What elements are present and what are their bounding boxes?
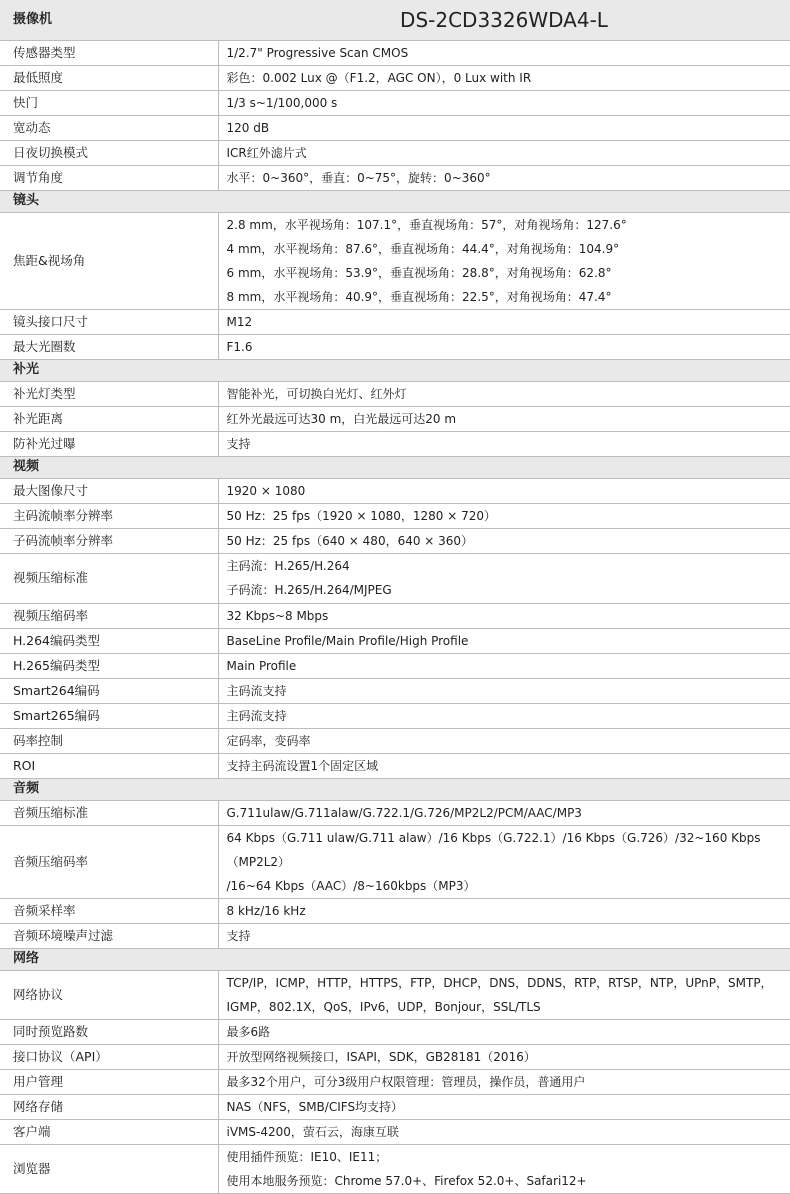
spec-value-line: Main Profile xyxy=(227,654,790,678)
spec-row xyxy=(0,898,790,923)
spec-label: 主码流帧率分辨率 xyxy=(0,503,218,528)
spec-value-line: 主码流：H.265/H.264 xyxy=(227,554,790,578)
spec-label: 音频环境噪声过滤 xyxy=(0,923,218,948)
spec-value-line: 4 mm，水平视场角：87.6°，垂直视场角：44.4°，对角视场角：104.9° xyxy=(227,237,790,261)
spec-row xyxy=(0,334,790,359)
spec-value-line: ICR红外滤片式 xyxy=(227,141,790,165)
spec-value-line: 50 Hz：25 fps（1920 × 1080，1280 × 720） xyxy=(227,504,790,528)
spec-value xyxy=(218,1094,790,1119)
section-row xyxy=(0,456,790,478)
spec-label: 镜头接口尺寸 xyxy=(0,309,218,334)
section-title: 网络 xyxy=(0,948,790,970)
spec-value-line: 1920 × 1080 xyxy=(227,479,790,503)
spec-value-line: 使用本地服务预览：Chrome 57.0+、Firefox 52.0+、Safari12+ xyxy=(227,1169,790,1193)
spec-row xyxy=(0,1069,790,1094)
spec-value-line: 水平：0~360°，垂直：0~75°，旋转：0~360° xyxy=(227,166,790,190)
spec-value-line: 开放型网络视频接口，ISAPI，SDK，GB28181（2016） xyxy=(227,1045,790,1069)
spec-row xyxy=(0,678,790,703)
spec-label: 传感器类型 xyxy=(0,40,218,65)
spec-row xyxy=(0,1044,790,1069)
spec-value xyxy=(218,898,790,923)
spec-label: 子码流帧率分辨率 xyxy=(0,528,218,553)
spec-value-line: 1/2.7" Progressive Scan CMOS xyxy=(227,41,790,65)
spec-row xyxy=(0,923,790,948)
spec-label: 快门 xyxy=(0,90,218,115)
spec-row xyxy=(0,40,790,65)
spec-row xyxy=(0,553,790,603)
spec-row xyxy=(0,65,790,90)
spec-value xyxy=(218,40,790,65)
section-title: 补光 xyxy=(0,359,790,381)
spec-value-line: 主码流支持 xyxy=(227,704,790,728)
spec-label: Smart264编码 xyxy=(0,678,218,703)
spec-value xyxy=(218,800,790,825)
spec-row xyxy=(0,703,790,728)
spec-row xyxy=(0,628,790,653)
spec-value xyxy=(218,1044,790,1069)
spec-value xyxy=(218,728,790,753)
spec-row xyxy=(0,825,790,898)
spec-label: 最大图像尺寸 xyxy=(0,478,218,503)
spec-value xyxy=(218,653,790,678)
section-row xyxy=(0,778,790,800)
spec-row xyxy=(0,165,790,190)
spec-value xyxy=(218,923,790,948)
spec-value xyxy=(218,309,790,334)
spec-value-line: 彩色：0.002 Lux @（F1.2，AGC ON），0 Lux with IR xyxy=(227,66,790,90)
spec-value-line: /16~64 Kbps（AAC）/8~160kbps（MP3） xyxy=(227,874,790,898)
spec-value xyxy=(218,603,790,628)
spec-value xyxy=(218,825,790,898)
section-row xyxy=(0,190,790,212)
spec-label: 网络协议 xyxy=(0,970,218,1019)
spec-value xyxy=(218,1019,790,1044)
spec-row xyxy=(0,1094,790,1119)
spec-value-line: 50 Hz：25 fps（640 × 480，640 × 360） xyxy=(227,529,790,553)
spec-value-line: TCP/IP，ICMP，HTTP，HTTPS，FTP，DHCP，DNS，DDNS，RTP，RTSP，NTP，UPnP，SMTP， xyxy=(227,971,790,995)
spec-value-line: G.711ulaw/G.711alaw/G.722.1/G.726/MP2L2/PCM/AAC/MP3 xyxy=(227,801,790,825)
spec-label: 客户端 xyxy=(0,1119,218,1144)
spec-label: 宽动态 xyxy=(0,115,218,140)
section-title: 镜头 xyxy=(0,190,790,212)
spec-value xyxy=(218,334,790,359)
spec-label: 音频压缩码率 xyxy=(0,825,218,898)
spec-row xyxy=(0,503,790,528)
spec-row xyxy=(0,115,790,140)
spec-value xyxy=(218,703,790,728)
spec-row xyxy=(0,653,790,678)
spec-value xyxy=(218,1119,790,1144)
spec-label: H.264编码类型 xyxy=(0,628,218,653)
spec-value xyxy=(218,165,790,190)
spec-value-line: 6 mm，水平视场角：53.9°，垂直视场角：28.8°，对角视场角：62.8° xyxy=(227,261,790,285)
spec-label: 防补光过曝 xyxy=(0,431,218,456)
spec-row xyxy=(0,603,790,628)
spec-value xyxy=(218,678,790,703)
spec-value-line: 使用插件预览：IE10、IE11； xyxy=(227,1145,790,1169)
spec-label: 接口协议（API） xyxy=(0,1044,218,1069)
spec-label: 音频采样率 xyxy=(0,898,218,923)
spec-value-line: NAS（NFS，SMB/CIFS均支持） xyxy=(227,1095,790,1119)
spec-row xyxy=(0,381,790,406)
spec-value-line: 支持主码流设置1个固定区域 xyxy=(227,754,790,778)
spec-label: 视频压缩标准 xyxy=(0,553,218,603)
spec-value xyxy=(218,970,790,1019)
spec-value xyxy=(218,115,790,140)
spec-row xyxy=(0,309,790,334)
spec-label: 焦距&视场角 xyxy=(0,212,218,309)
spec-label: 日夜切换模式 xyxy=(0,140,218,165)
model-title: DS-2CD3326WDA4-L xyxy=(218,0,790,40)
spec-value-line: 智能补光，可切换白光灯、红外灯 xyxy=(227,382,790,406)
spec-value xyxy=(218,1144,790,1193)
spec-value-line: 主码流支持 xyxy=(227,679,790,703)
spec-value xyxy=(218,140,790,165)
spec-label: 补光距离 xyxy=(0,406,218,431)
spec-value-line: 支持 xyxy=(227,432,790,456)
section-title: 音频 xyxy=(0,778,790,800)
spec-row xyxy=(0,406,790,431)
spec-label: 浏览器 xyxy=(0,1144,218,1193)
spec-value xyxy=(218,503,790,528)
spec-row xyxy=(0,140,790,165)
spec-label: 用户管理 xyxy=(0,1069,218,1094)
spec-value xyxy=(218,65,790,90)
spec-label: Smart265编码 xyxy=(0,703,218,728)
spec-value-line: 8 kHz/16 kHz xyxy=(227,899,790,923)
spec-value-line: 最多32个用户，可分3级用户权限管理：管理员，操作员，普通用户 xyxy=(227,1070,790,1094)
section-camera: 摄像机 xyxy=(0,0,218,40)
spec-label: 码率控制 xyxy=(0,728,218,753)
spec-row xyxy=(0,753,790,778)
spec-value xyxy=(218,528,790,553)
spec-value-line: F1.6 xyxy=(227,335,790,359)
spec-label: ROI xyxy=(0,753,218,778)
section-row xyxy=(0,948,790,970)
section-row xyxy=(0,359,790,381)
spec-label: 音频压缩标准 xyxy=(0,800,218,825)
spec-value xyxy=(218,478,790,503)
spec-value-line: 定码率，变码率 xyxy=(227,729,790,753)
spec-label: 最大光圈数 xyxy=(0,334,218,359)
spec-label: 补光灯类型 xyxy=(0,381,218,406)
spec-value-line: 120 dB xyxy=(227,116,790,140)
title-row xyxy=(0,0,790,40)
spec-row xyxy=(0,90,790,115)
spec-value xyxy=(218,1069,790,1094)
spec-value-line: 2.8 mm，水平视场角：107.1°，垂直视场角：57°，对角视场角：127.6° xyxy=(227,213,790,237)
spec-value xyxy=(218,90,790,115)
spec-row xyxy=(0,212,790,309)
spec-row xyxy=(0,431,790,456)
spec-value-line: 子码流：H.265/H.264/MJPEG xyxy=(227,578,790,602)
spec-row xyxy=(0,1119,790,1144)
spec-value-line: 8 mm，水平视场角：40.9°，垂直视场角：22.5°，对角视场角：47.4° xyxy=(227,285,790,309)
spec-value xyxy=(218,431,790,456)
spec-row xyxy=(0,728,790,753)
spec-value-line: iVMS-4200，萤石云，海康互联 xyxy=(227,1120,790,1144)
spec-value xyxy=(218,406,790,431)
spec-row xyxy=(0,800,790,825)
spec-label: 最低照度 xyxy=(0,65,218,90)
spec-row xyxy=(0,970,790,1019)
spec-value-line: 最多6路 xyxy=(227,1020,790,1044)
spec-value xyxy=(218,753,790,778)
spec-row xyxy=(0,478,790,503)
spec-label: 视频压缩码率 xyxy=(0,603,218,628)
spec-label: 网络存储 xyxy=(0,1094,218,1119)
spec-value xyxy=(218,553,790,603)
spec-value-line: BaseLine Profile/Main Profile/High Profile xyxy=(227,629,790,653)
spec-value-line: IGMP，802.1X，QoS，IPv6，UDP，Bonjour，SSL/TLS xyxy=(227,995,790,1019)
spec-value-line: 64 Kbps（G.711 ulaw/G.711 alaw）/16 Kbps（G.722.1）/16 Kbps（G.726）/32~160 Kbps（MP2L2） xyxy=(227,826,790,874)
spec-row xyxy=(0,1144,790,1193)
spec-value-line: 32 Kbps~8 Mbps xyxy=(227,604,790,628)
spec-label: 同时预览路数 xyxy=(0,1019,218,1044)
spec-value xyxy=(218,381,790,406)
spec-row xyxy=(0,528,790,553)
spec-value xyxy=(218,628,790,653)
spec-value xyxy=(218,212,790,309)
spec-label: 调节角度 xyxy=(0,165,218,190)
spec-label: H.265编码类型 xyxy=(0,653,218,678)
section-title: 视频 xyxy=(0,456,790,478)
spec-value-line: 1/3 s~1/100,000 s xyxy=(227,91,790,115)
spec-value-line: 红外光最远可达30 m，白光最远可达20 m xyxy=(227,407,790,431)
spec-row xyxy=(0,1019,790,1044)
spec-value-line: M12 xyxy=(227,310,790,334)
spec-value-line: 支持 xyxy=(227,924,790,948)
